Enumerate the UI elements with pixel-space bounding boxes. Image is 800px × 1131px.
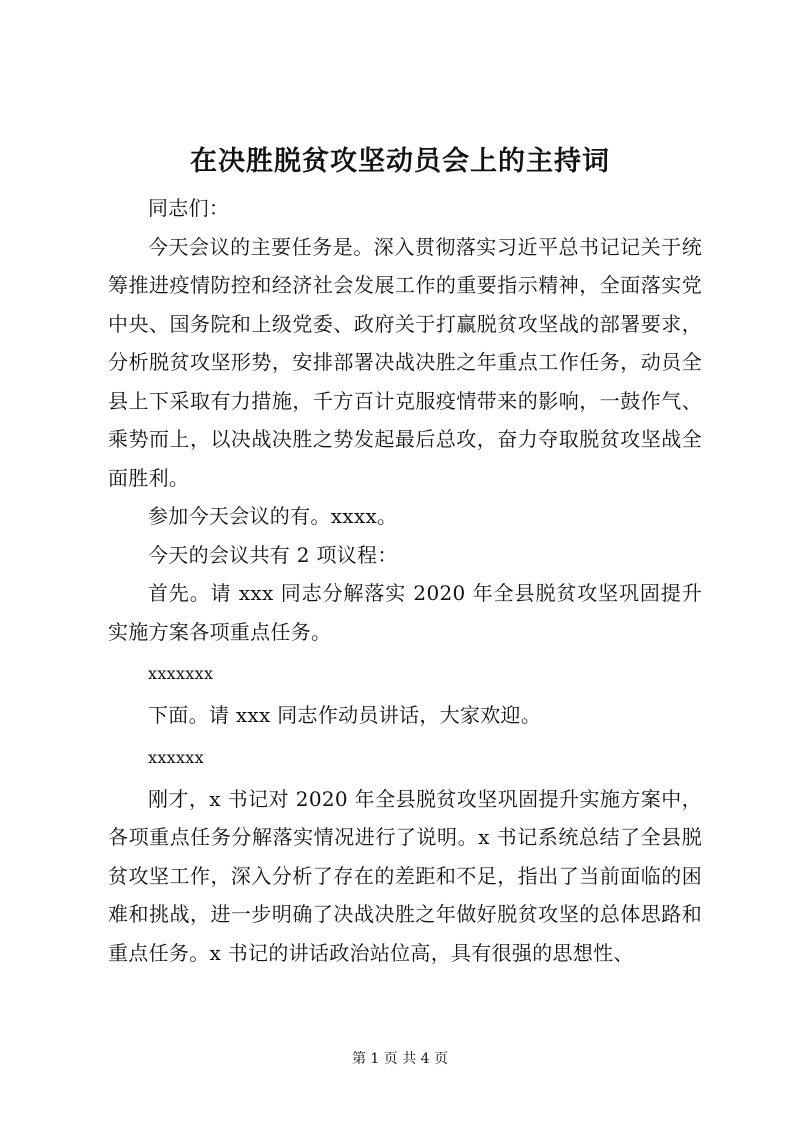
page-number-footer: 第 1 页 共 4 页 [351, 1051, 449, 1067]
paragraph-placeholder-2: xxxxxx [148, 747, 204, 767]
paragraph-meeting-tasks: 今天会议的主要任务是。深入贯彻落实习近平总书记记关于统筹推进疫情防控和经济社会发展工作的重要指示精神，全面落实党中央、国务院和上级党委、政府关于打赢脱贫攻坚战的部署要求，分析脱贫攻坚形势，安排部署决战决胜之年重点工作任务，动员全县上下采取有力措施，千方百计克服疫情带来的影响，一鼓作气、乘势而上，以决战决胜之势发起最后总攻，奋力夺取脱贫攻坚战全面胜利。 [108, 234, 702, 490]
document-body [108, 189, 702, 972]
paragraph-placeholder-1: xxxxxxx [148, 664, 214, 683]
paragraph-agenda-item-1: 首先。请 xxx 同志分解落实 2020 年全县脱贫攻坚巩固提升实施方案各项重点任务。 [108, 581, 702, 644]
paragraph-agenda-item-2: 下面。请 xxx 同志作动员讲话，大家欢迎。 [148, 703, 542, 727]
paragraph-summary: 刚才，x 书记对 2020 年全县脱贫攻坚巩固提升实施方案中，各项重点任务分解落实情况进行了说明。x 书记系统总结了全县脱贫攻坚工作，深入分析了存在的差距和不足，指出了当前面临的困难和挑战，进一步明确了决战决胜之年做好脱贫攻坚的总体思路和重点任务。x 书记的讲话政治站位高，具有很强的思想性、 [108, 786, 702, 965]
paragraph-salutation: 同志们： [148, 196, 230, 220]
document-title: 在决胜脱贫攻坚动员会上的主持词 [190, 146, 610, 177]
paragraph-attendees: 参加今天会议的有。xxxx。 [148, 504, 398, 528]
paragraph-agenda-count: 今天的会议共有 2 项议程： [148, 542, 398, 567]
